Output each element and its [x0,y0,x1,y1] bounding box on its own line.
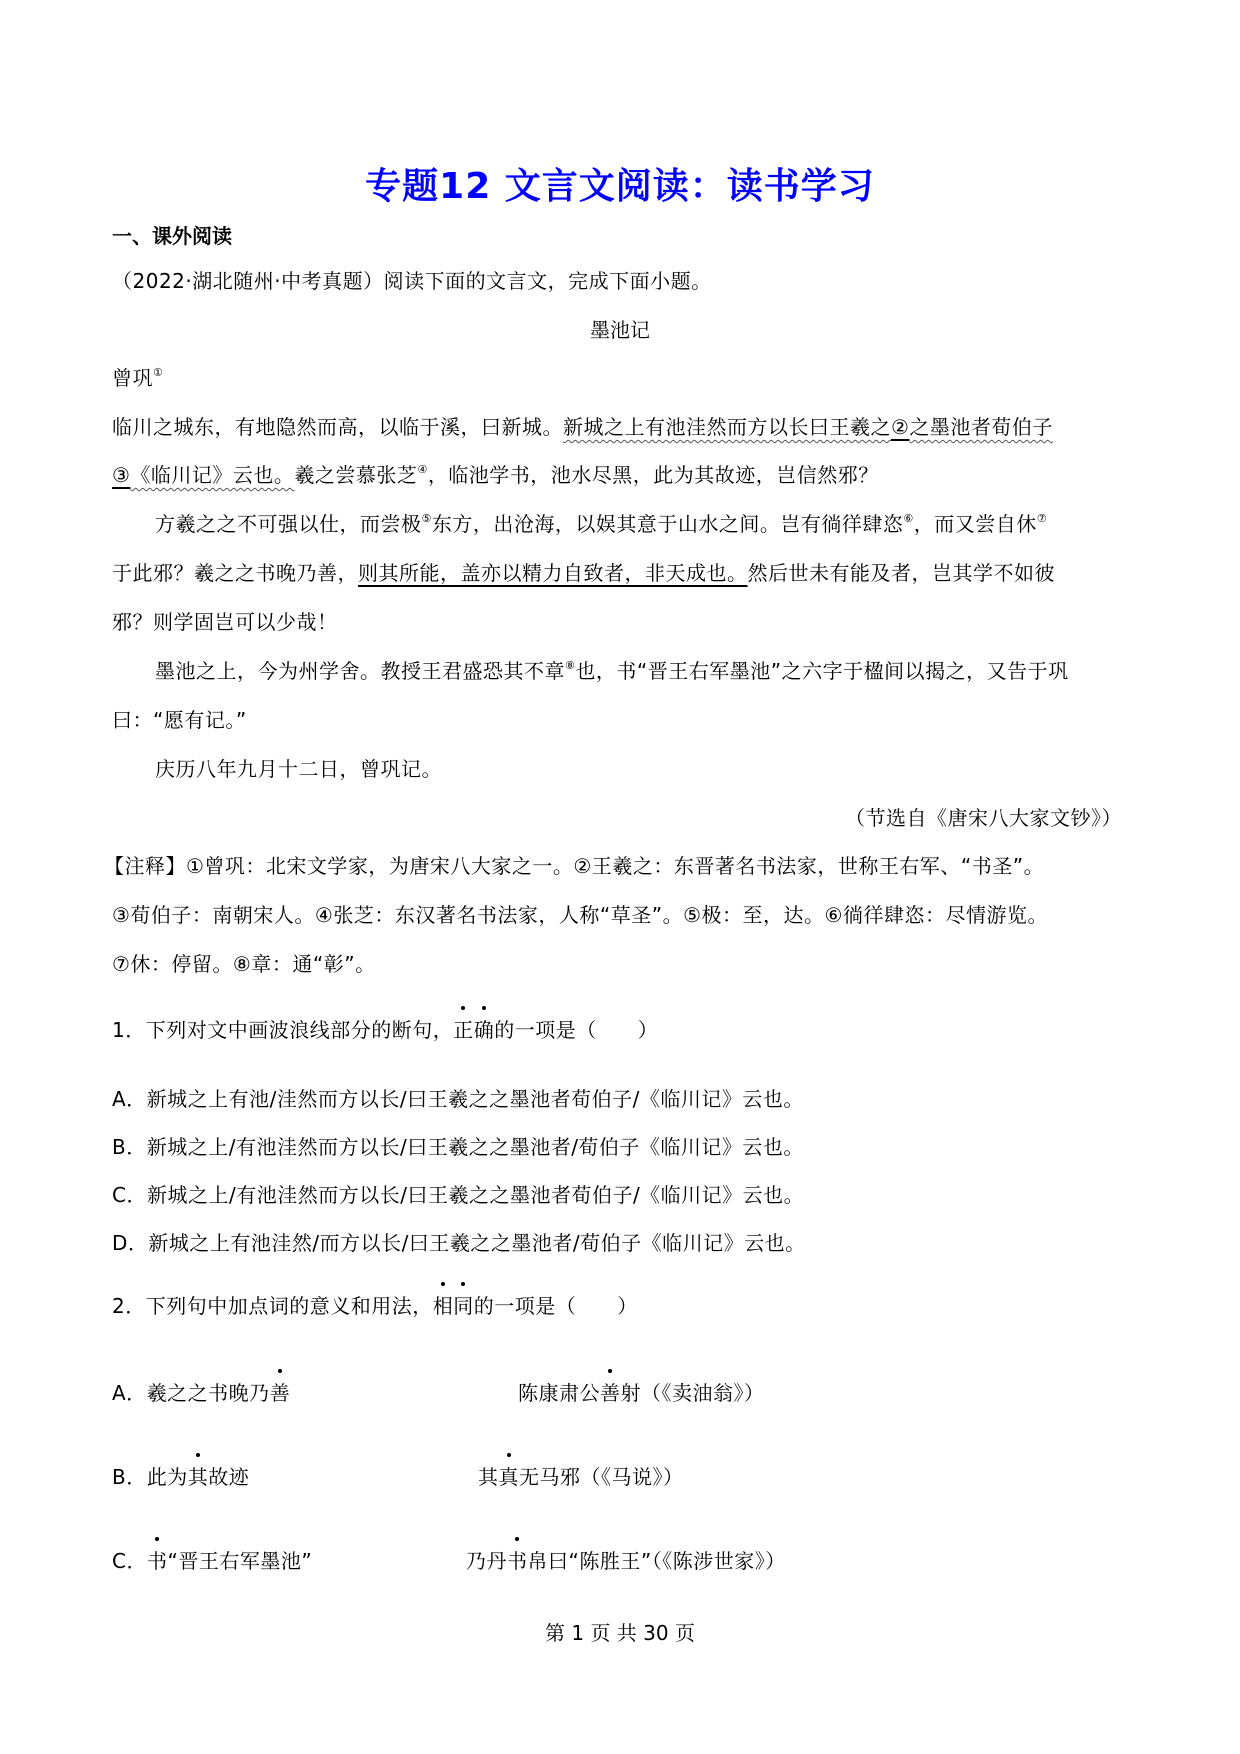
question-2-option-a-compare [518,1377,765,1406]
text-span: 无马邪（《马说》） [519,1465,684,1489]
text-span: 乃丹 [466,1549,507,1573]
question-1-option-a[interactable]: A．新城之上有池/洼然而方以长/曰王羲之之墨池者荀伯子/《临川记》云也。 [112,1087,804,1111]
author-line [112,362,163,391]
page-title: 专题12 文言文阅读：读书学习 [365,166,875,207]
paragraph-2-line-1 [155,508,1047,537]
emphasis-dotted-char: 其 [188,1461,209,1490]
option-label: B． [112,1465,147,1489]
question-2-option-b[interactable] [112,1461,249,1490]
notes-line-2: ③荀伯子：南朝宋人。④张芝：东汉著名书法家，人称“草圣”。⑤极：至，达。⑥徜徉肆恣：尽情游览。 [112,903,1048,927]
text-span: 东方，出沧海，以娱其意于山水之间。岂有徜徉肆恣 [431,512,904,536]
text-span: 的一项是（ ） [473,1294,638,1318]
wavy-underlined-text: 《临川记》云也。 [130,463,295,487]
emphasis-dotted-char: 善 [600,1377,621,1406]
question-1-option-d[interactable]: D．新城之上有池洼然/而方以长/曰王羲之之墨池者/荀伯子《临川记》云也。 [112,1231,806,1255]
text-span: 此为 [146,1465,188,1489]
passage-title: 墨池记 [590,318,650,342]
text-span: 墨池之上，今为州学舍。教授王君盛恐其不章 [155,659,565,683]
text-span: 射（《卖油翁》） [620,1381,765,1405]
paragraph-2-line-3: 邪？则学固岂可以少哉！ [112,610,338,634]
wavy-underlined-text: 之墨池者荀伯子 [909,415,1053,439]
emphasis-dotted-char: 书 [147,1545,168,1574]
footnote-marker: ⑧ [565,659,576,672]
question-2-stem [112,1290,638,1319]
text-span: ，而又尝自休 [913,512,1037,536]
section-heading: 一、课外阅读 [112,224,232,248]
text-span: 羲之之书晚乃 [146,1381,270,1405]
question-1-option-c[interactable]: C．新城之上/有池洼然而方以长/曰王羲之之墨池者荀伯子/《临川记》云也。 [112,1183,805,1207]
text-span: 故迹 [208,1465,250,1489]
emphasis-dotted-char: 相 [433,1290,454,1319]
text-span: 也，书“晋王右军墨池”之六字于楹间以揭之，又告于巩 [575,659,1069,683]
footnote-marker: ⑥ [903,512,914,525]
text-span: 羲之尝慕张芝 [294,463,418,487]
footnote-marker: ④ [417,463,428,476]
text-span: ，临池学书，池水尽黑，此为其故迹，岂信然邪？ [427,463,879,487]
emphasis-dotted-char: 正 [453,1014,474,1043]
question-2-option-b-compare [478,1461,684,1490]
paragraph-1-line-1 [112,411,1053,440]
paragraph-3-line-2: 曰：“愿有记。” [112,708,247,732]
author-name: 曾巩 [112,366,153,390]
footnote-marker: ① [153,366,164,379]
footnote-marker: ③ [112,463,131,487]
emphasis-dotted-char: 善 [270,1377,291,1406]
text-span: 其 [478,1465,499,1489]
underlined-sentence: 则其所能，盖亦以精力自致者，非天成也。 [358,561,748,585]
option-label: A． [112,1381,147,1405]
question-1-stem [112,1014,658,1043]
text-span: 临川之城东，有地隐然而高，以临于溪，曰新城。 [112,415,563,439]
emphasis-dotted-char: 同 [453,1290,474,1319]
paragraph-4: 庆历八年九月十二日，曾巩记。 [155,757,442,781]
intro-text: （2022·湖北随州·中考真题）阅读下面的文言文，完成下面小题。 [112,269,712,293]
text-span: 方羲之之不可强以仕，而尝极 [155,512,422,536]
emphasis-dotted-char: 确 [474,1014,495,1043]
paragraph-1-line-2 [112,459,879,488]
text-span: “晋王右军墨池” [167,1549,313,1573]
option-label: C． [112,1549,147,1573]
text-span: 的一项是（ ） [494,1018,659,1042]
text-span: 于此邪？羲之之书晚乃善， [112,561,358,585]
question-1-option-b[interactable]: B．新城之上/有池洼然而方以长/曰王羲之之墨池者/荀伯子《临川记》云也。 [112,1135,804,1159]
page-footer: 第 1 页 共 30 页 [545,1621,695,1645]
text-span: 陈康肃公 [518,1381,600,1405]
notes-line-3: ⑦休：停留。⑧章：通“彰”。 [112,952,376,976]
paragraph-2-line-2 [112,557,1055,586]
question-2-option-c[interactable] [112,1545,312,1574]
notes-line-1: 【注释】①曾巩：北宋文学家，为唐宋八大家之一。②王羲之：东晋著名书法家，世称王右军、“书圣”。 [104,854,1045,878]
paragraph-3-line-1 [155,655,1069,684]
footnote-marker: ⑤ [421,512,432,525]
emphasis-dotted-char: 真 [499,1461,520,1490]
question-2-option-c-compare [466,1545,786,1574]
text-span: 然后世未有能及者，岂其学不如彼 [747,561,1055,585]
question-2-option-a[interactable] [112,1377,290,1406]
source-citation: （节选自《唐宋八大家文钞》） [845,806,1122,830]
text-span: 帛曰“陈胜王”（《陈涉世家》） [527,1549,786,1573]
footnote-marker: ⑦ [1036,512,1048,525]
wavy-underlined-text: 新城之上有池洼然而方以长曰王羲之 [563,415,891,439]
text-span: 2．下列句中加点词的意义和用法， [112,1294,433,1318]
text-span: 1．下列对文中画波浪线部分的断句， [112,1018,454,1042]
footnote-marker: ② [891,415,910,439]
emphasis-dotted-char: 书 [507,1545,528,1574]
